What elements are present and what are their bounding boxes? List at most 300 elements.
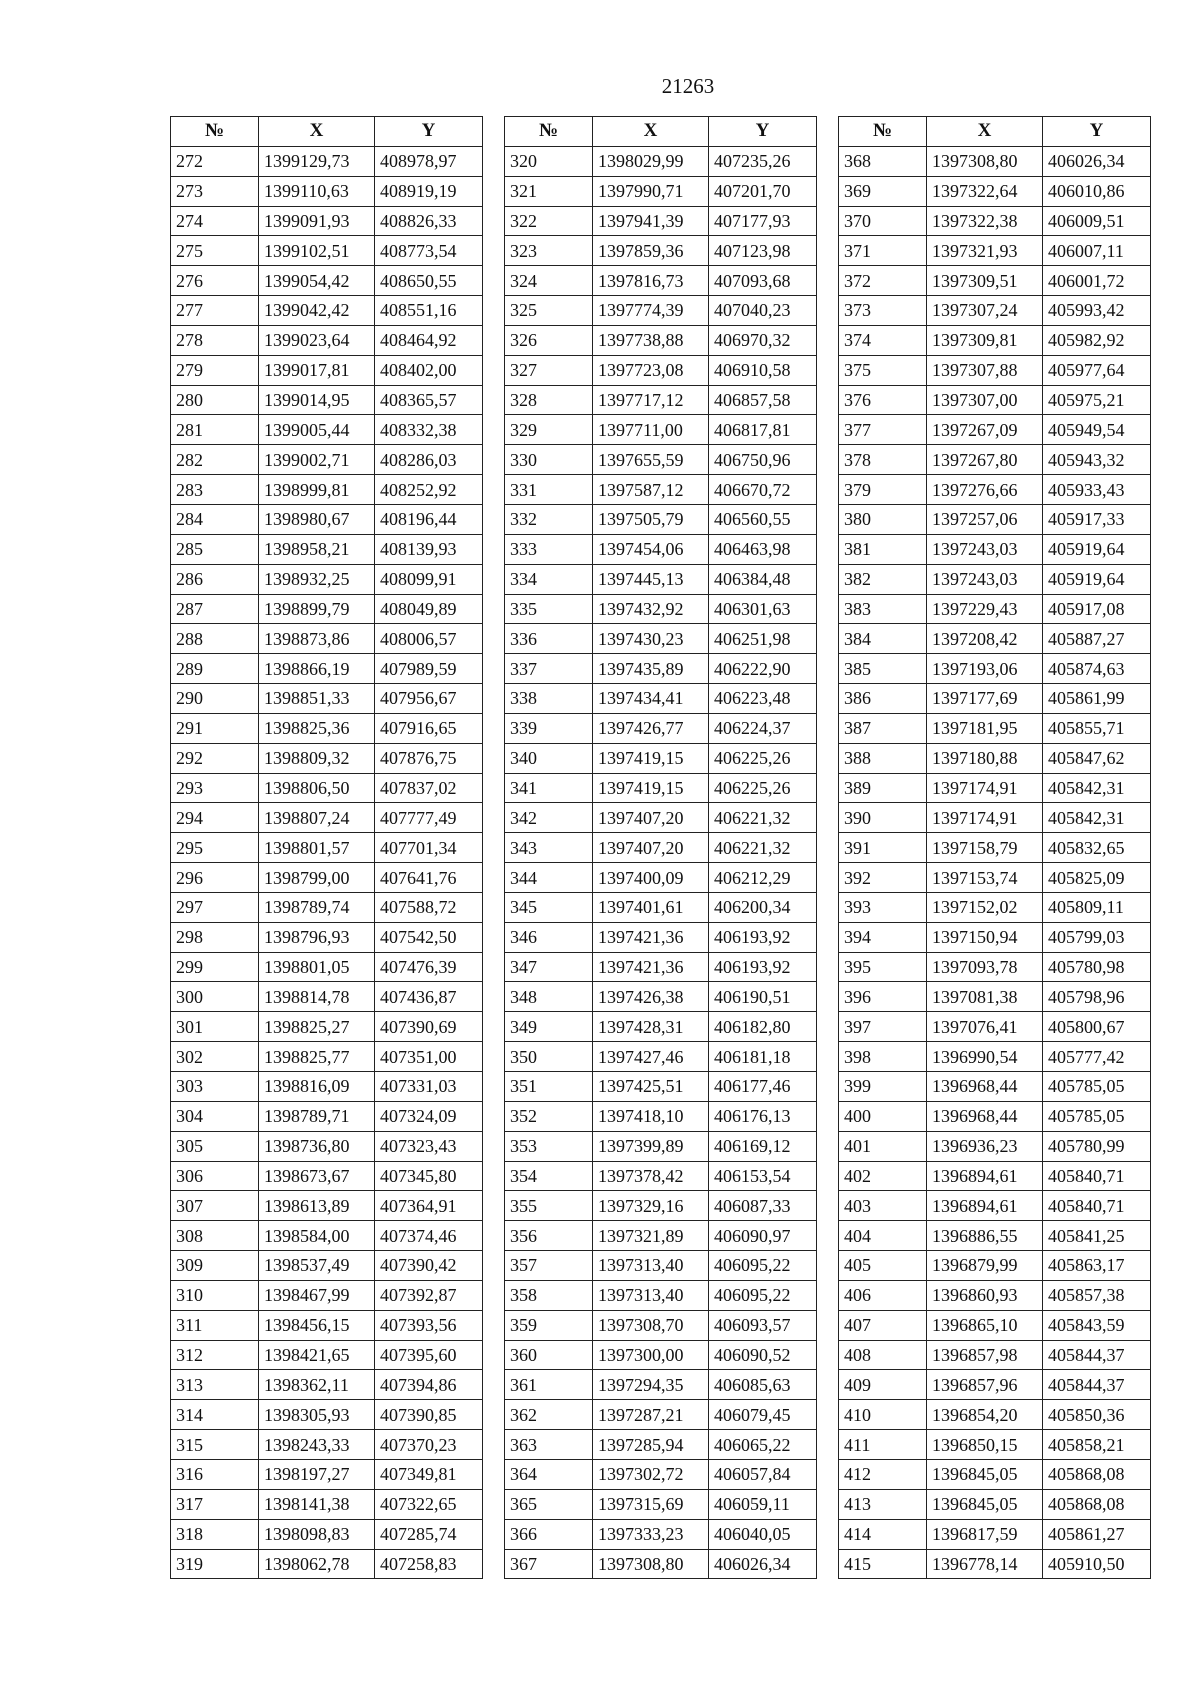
y-coordinate-cell: 405887,27 — [1043, 624, 1151, 654]
y-coordinate-cell: 405844,37 — [1043, 1340, 1151, 1370]
table-row — [839, 176, 1151, 206]
table-row — [839, 1251, 1151, 1281]
y-coordinate-cell: 407916,65 — [375, 713, 483, 743]
y-coordinate-cell: 405777,42 — [1043, 1042, 1151, 1072]
y-coordinate-cell: 406001,72 — [1043, 266, 1151, 296]
point-number-cell: 394 — [839, 922, 927, 952]
point-number-cell: 374 — [839, 325, 927, 355]
table-row — [505, 1251, 817, 1281]
point-number-cell: 319 — [171, 1549, 259, 1579]
x-coordinate-cell: 1399091,93 — [259, 206, 375, 236]
table-row — [839, 1072, 1151, 1102]
table-row — [505, 1072, 817, 1102]
table-row — [839, 1101, 1151, 1131]
x-coordinate-cell: 1397321,93 — [927, 236, 1043, 266]
x-coordinate-cell: 1399042,42 — [259, 296, 375, 326]
y-coordinate-cell: 405933,43 — [1043, 475, 1151, 505]
table-row — [505, 594, 817, 624]
x-coordinate-cell: 1399014,95 — [259, 385, 375, 415]
table-row — [505, 564, 817, 594]
x-coordinate-cell: 1397774,39 — [593, 296, 709, 326]
y-coordinate-cell: 405993,42 — [1043, 296, 1151, 326]
x-coordinate-cell: 1398789,71 — [259, 1101, 375, 1131]
y-coordinate-cell: 407390,69 — [375, 1012, 483, 1042]
x-coordinate-cell: 1397276,66 — [927, 475, 1043, 505]
x-coordinate-cell: 1397717,12 — [593, 385, 709, 415]
x-coordinate-cell: 1397309,51 — [927, 266, 1043, 296]
x-coordinate-cell: 1398098,83 — [259, 1519, 375, 1549]
point-number-cell: 290 — [171, 684, 259, 714]
header-y: Y — [1043, 117, 1151, 147]
point-number-cell: 346 — [505, 922, 593, 952]
table-row — [505, 1161, 817, 1191]
table-row — [839, 445, 1151, 475]
y-coordinate-cell: 406190,51 — [709, 982, 817, 1012]
y-coordinate-cell: 406153,54 — [709, 1161, 817, 1191]
table-row — [505, 296, 817, 326]
point-number-cell: 309 — [171, 1251, 259, 1281]
table-row — [505, 624, 817, 654]
point-number-cell: 402 — [839, 1161, 927, 1191]
point-number-cell: 333 — [505, 534, 593, 564]
point-number-cell: 354 — [505, 1161, 593, 1191]
header-y: Y — [709, 117, 817, 147]
y-coordinate-cell: 407324,09 — [375, 1101, 483, 1131]
y-coordinate-cell: 405840,71 — [1043, 1161, 1151, 1191]
x-coordinate-cell: 1397859,36 — [593, 236, 709, 266]
x-coordinate-cell: 1397435,89 — [593, 654, 709, 684]
table-row — [505, 982, 817, 1012]
table-row — [505, 415, 817, 445]
x-coordinate-cell: 1397081,38 — [927, 982, 1043, 1012]
y-coordinate-cell: 406095,22 — [709, 1251, 817, 1281]
point-number-cell: 406 — [839, 1280, 927, 1310]
table-row — [839, 1340, 1151, 1370]
table-row — [171, 1280, 483, 1310]
table-row — [839, 922, 1151, 952]
table-row — [505, 1400, 817, 1430]
point-number-cell: 298 — [171, 922, 259, 952]
table-row — [505, 146, 817, 176]
y-coordinate-cell: 407837,02 — [375, 773, 483, 803]
x-coordinate-cell: 1399054,42 — [259, 266, 375, 296]
table-row — [839, 1370, 1151, 1400]
table-row — [505, 1549, 817, 1579]
table-row — [171, 534, 483, 564]
y-coordinate-cell: 406059,11 — [709, 1489, 817, 1519]
point-number-cell: 388 — [839, 743, 927, 773]
point-number-cell: 372 — [839, 266, 927, 296]
y-coordinate-cell: 406857,58 — [709, 385, 817, 415]
point-number-cell: 390 — [839, 803, 927, 833]
y-coordinate-cell: 406225,26 — [709, 773, 817, 803]
table-row — [839, 743, 1151, 773]
point-number-cell: 403 — [839, 1191, 927, 1221]
table-row — [505, 892, 817, 922]
table-row — [505, 1459, 817, 1489]
table-row — [171, 1370, 483, 1400]
point-number-cell: 341 — [505, 773, 593, 803]
x-coordinate-cell: 1397454,06 — [593, 534, 709, 564]
table-row — [839, 624, 1151, 654]
x-coordinate-cell: 1397587,12 — [593, 475, 709, 505]
x-coordinate-cell: 1397302,72 — [593, 1459, 709, 1489]
point-number-cell: 323 — [505, 236, 593, 266]
y-coordinate-cell: 405780,98 — [1043, 952, 1151, 982]
y-coordinate-cell: 406384,48 — [709, 564, 817, 594]
point-number-cell: 362 — [505, 1400, 593, 1430]
x-coordinate-cell: 1397421,36 — [593, 952, 709, 982]
table-row — [839, 236, 1151, 266]
y-coordinate-cell: 405842,31 — [1043, 773, 1151, 803]
table-row — [839, 296, 1151, 326]
point-number-cell: 340 — [505, 743, 593, 773]
x-coordinate-cell: 1398866,19 — [259, 654, 375, 684]
y-coordinate-cell: 406026,34 — [709, 1549, 817, 1579]
point-number-cell: 278 — [171, 325, 259, 355]
point-number-cell: 343 — [505, 833, 593, 863]
table-row — [505, 684, 817, 714]
x-coordinate-cell: 1396865,10 — [927, 1310, 1043, 1340]
table-row — [505, 1310, 817, 1340]
table-row — [171, 1101, 483, 1131]
point-number-cell: 292 — [171, 743, 259, 773]
point-number-cell: 332 — [505, 504, 593, 534]
x-coordinate-cell: 1397313,40 — [593, 1280, 709, 1310]
y-coordinate-cell: 407177,93 — [709, 206, 817, 236]
point-number-cell: 279 — [171, 355, 259, 385]
point-number-cell: 284 — [171, 504, 259, 534]
x-coordinate-cell: 1397322,64 — [927, 176, 1043, 206]
table-row — [171, 1191, 483, 1221]
y-coordinate-cell: 406463,98 — [709, 534, 817, 564]
y-coordinate-cell: 406182,80 — [709, 1012, 817, 1042]
table-row — [171, 146, 483, 176]
x-coordinate-cell: 1397174,91 — [927, 773, 1043, 803]
y-coordinate-cell: 405798,96 — [1043, 982, 1151, 1012]
y-coordinate-cell: 407394,86 — [375, 1370, 483, 1400]
point-number-cell: 330 — [505, 445, 593, 475]
x-coordinate-cell: 1398806,50 — [259, 773, 375, 803]
table-row — [505, 1370, 817, 1400]
x-coordinate-cell: 1397941,39 — [593, 206, 709, 236]
point-number-cell: 337 — [505, 654, 593, 684]
y-coordinate-cell: 405868,08 — [1043, 1459, 1151, 1489]
table-row — [171, 1042, 483, 1072]
table-row — [505, 713, 817, 743]
x-coordinate-cell: 1397076,41 — [927, 1012, 1043, 1042]
table-row — [505, 236, 817, 266]
y-coordinate-cell: 407588,72 — [375, 892, 483, 922]
y-coordinate-cell: 408365,57 — [375, 385, 483, 415]
table-row — [505, 475, 817, 505]
x-coordinate-cell: 1397257,06 — [927, 504, 1043, 534]
point-number-cell: 326 — [505, 325, 593, 355]
x-coordinate-cell: 1398029,99 — [593, 146, 709, 176]
point-number-cell: 295 — [171, 833, 259, 863]
y-coordinate-cell: 405943,32 — [1043, 445, 1151, 475]
point-number-cell: 327 — [505, 355, 593, 385]
x-coordinate-cell: 1397308,80 — [927, 146, 1043, 176]
x-coordinate-cell: 1397401,61 — [593, 892, 709, 922]
y-coordinate-cell: 406026,34 — [1043, 146, 1151, 176]
x-coordinate-cell: 1397300,00 — [593, 1340, 709, 1370]
y-coordinate-cell: 406560,55 — [709, 504, 817, 534]
point-number-cell: 360 — [505, 1340, 593, 1370]
x-coordinate-cell: 1397816,73 — [593, 266, 709, 296]
y-coordinate-cell: 407364,91 — [375, 1191, 483, 1221]
x-coordinate-cell: 1398796,93 — [259, 922, 375, 952]
y-coordinate-cell: 405861,27 — [1043, 1519, 1151, 1549]
x-coordinate-cell: 1397321,89 — [593, 1221, 709, 1251]
point-number-cell: 329 — [505, 415, 593, 445]
y-coordinate-cell: 406193,92 — [709, 922, 817, 952]
y-coordinate-cell: 405917,08 — [1043, 594, 1151, 624]
point-number-cell: 410 — [839, 1400, 927, 1430]
point-number-cell: 289 — [171, 654, 259, 684]
point-number-cell: 294 — [171, 803, 259, 833]
y-coordinate-cell: 406040,05 — [709, 1519, 817, 1549]
y-coordinate-cell: 405975,21 — [1043, 385, 1151, 415]
y-coordinate-cell: 406007,11 — [1043, 236, 1151, 266]
y-coordinate-cell: 405844,37 — [1043, 1370, 1151, 1400]
y-coordinate-cell: 405863,17 — [1043, 1251, 1151, 1281]
y-coordinate-cell: 406176,13 — [709, 1101, 817, 1131]
table-row — [839, 385, 1151, 415]
y-coordinate-cell: 407123,98 — [709, 236, 817, 266]
point-number-cell: 387 — [839, 713, 927, 743]
y-coordinate-cell: 406910,58 — [709, 355, 817, 385]
table-row — [171, 1072, 483, 1102]
point-number-cell: 342 — [505, 803, 593, 833]
table-row — [171, 654, 483, 684]
table-row — [505, 654, 817, 684]
point-number-cell: 358 — [505, 1280, 593, 1310]
y-coordinate-cell: 408773,54 — [375, 236, 483, 266]
x-coordinate-cell: 1399023,64 — [259, 325, 375, 355]
x-coordinate-cell: 1398305,93 — [259, 1400, 375, 1430]
point-number-cell: 359 — [505, 1310, 593, 1340]
point-number-cell: 405 — [839, 1251, 927, 1281]
table-row — [171, 385, 483, 415]
y-coordinate-cell: 408551,16 — [375, 296, 483, 326]
x-coordinate-cell: 1397153,74 — [927, 863, 1043, 893]
point-number-cell: 348 — [505, 982, 593, 1012]
point-number-cell: 376 — [839, 385, 927, 415]
coordinates-table-1 — [170, 116, 483, 1579]
y-coordinate-cell: 405868,08 — [1043, 1489, 1151, 1519]
x-coordinate-cell: 1397308,80 — [593, 1549, 709, 1579]
y-coordinate-cell: 405855,71 — [1043, 713, 1151, 743]
table-row — [171, 296, 483, 326]
table-row — [171, 475, 483, 505]
table-row — [505, 504, 817, 534]
point-number-cell: 355 — [505, 1191, 593, 1221]
table-row — [505, 743, 817, 773]
y-coordinate-cell: 405809,11 — [1043, 892, 1151, 922]
y-coordinate-cell: 407374,46 — [375, 1221, 483, 1251]
x-coordinate-cell: 1396936,23 — [927, 1131, 1043, 1161]
table-row — [171, 206, 483, 236]
point-number-cell: 282 — [171, 445, 259, 475]
point-number-cell: 288 — [171, 624, 259, 654]
point-number-cell: 301 — [171, 1012, 259, 1042]
x-coordinate-cell: 1399005,44 — [259, 415, 375, 445]
point-number-cell: 277 — [171, 296, 259, 326]
x-coordinate-cell: 1397093,78 — [927, 952, 1043, 982]
y-coordinate-cell: 407476,39 — [375, 952, 483, 982]
x-coordinate-cell: 1397428,31 — [593, 1012, 709, 1042]
x-coordinate-cell: 1397400,09 — [593, 863, 709, 893]
table-row — [171, 176, 483, 206]
point-number-cell: 338 — [505, 684, 593, 714]
point-number-cell: 347 — [505, 952, 593, 982]
x-coordinate-cell: 1397407,20 — [593, 833, 709, 863]
header-x: X — [593, 117, 709, 147]
point-number-cell: 408 — [839, 1340, 927, 1370]
x-coordinate-cell: 1398999,81 — [259, 475, 375, 505]
point-number-cell: 368 — [839, 146, 927, 176]
point-number-cell: 379 — [839, 475, 927, 505]
x-coordinate-cell: 1398801,05 — [259, 952, 375, 982]
x-coordinate-cell: 1398932,25 — [259, 564, 375, 594]
coordinates-table-3 — [838, 116, 1151, 1579]
table-row — [839, 803, 1151, 833]
table-header-row — [171, 117, 483, 147]
x-coordinate-cell: 1398851,33 — [259, 684, 375, 714]
table-row — [839, 833, 1151, 863]
x-coordinate-cell: 1397711,00 — [593, 415, 709, 445]
y-coordinate-cell: 406079,45 — [709, 1400, 817, 1430]
y-coordinate-cell: 405910,50 — [1043, 1549, 1151, 1579]
point-number-cell: 351 — [505, 1072, 593, 1102]
x-coordinate-cell: 1397426,38 — [593, 982, 709, 1012]
y-coordinate-cell: 406301,63 — [709, 594, 817, 624]
point-number-cell: 381 — [839, 534, 927, 564]
table-row — [171, 1161, 483, 1191]
point-number-cell: 412 — [839, 1459, 927, 1489]
x-coordinate-cell: 1397419,15 — [593, 743, 709, 773]
table-row — [171, 684, 483, 714]
y-coordinate-cell: 406251,98 — [709, 624, 817, 654]
x-coordinate-cell: 1398197,27 — [259, 1459, 375, 1489]
x-coordinate-cell: 1399110,63 — [259, 176, 375, 206]
y-coordinate-cell: 408332,38 — [375, 415, 483, 445]
table-row — [171, 1519, 483, 1549]
x-coordinate-cell: 1397425,51 — [593, 1072, 709, 1102]
point-number-cell: 275 — [171, 236, 259, 266]
point-number-cell: 353 — [505, 1131, 593, 1161]
y-coordinate-cell: 408139,93 — [375, 534, 483, 564]
x-coordinate-cell: 1396845,05 — [927, 1489, 1043, 1519]
x-coordinate-cell: 1397181,95 — [927, 713, 1043, 743]
x-coordinate-cell: 1396886,55 — [927, 1221, 1043, 1251]
y-coordinate-cell: 408006,57 — [375, 624, 483, 654]
y-coordinate-cell: 406221,32 — [709, 833, 817, 863]
x-coordinate-cell: 1398980,67 — [259, 504, 375, 534]
point-number-cell: 316 — [171, 1459, 259, 1489]
x-coordinate-cell: 1397307,00 — [927, 385, 1043, 415]
y-coordinate-cell: 408826,33 — [375, 206, 483, 236]
x-coordinate-cell: 1397421,36 — [593, 922, 709, 952]
point-number-cell: 349 — [505, 1012, 593, 1042]
point-number-cell: 321 — [505, 176, 593, 206]
y-coordinate-cell: 408286,03 — [375, 445, 483, 475]
point-number-cell: 324 — [505, 266, 593, 296]
header-number: № — [171, 117, 259, 147]
x-coordinate-cell: 1398467,99 — [259, 1280, 375, 1310]
x-coordinate-cell: 1397738,88 — [593, 325, 709, 355]
table-row — [171, 445, 483, 475]
point-number-cell: 299 — [171, 952, 259, 982]
x-coordinate-cell: 1397432,92 — [593, 594, 709, 624]
y-coordinate-cell: 407349,81 — [375, 1459, 483, 1489]
table-row — [171, 415, 483, 445]
table-row — [839, 863, 1151, 893]
x-coordinate-cell: 1398825,36 — [259, 713, 375, 743]
table-row — [171, 1340, 483, 1370]
y-coordinate-cell: 406057,84 — [709, 1459, 817, 1489]
table-row — [171, 624, 483, 654]
y-coordinate-cell: 405800,67 — [1043, 1012, 1151, 1042]
table-row — [171, 1549, 483, 1579]
table-row — [505, 922, 817, 952]
table-row — [839, 206, 1151, 236]
x-coordinate-cell: 1398537,49 — [259, 1251, 375, 1281]
point-number-cell: 370 — [839, 206, 927, 236]
table-row — [839, 355, 1151, 385]
x-coordinate-cell: 1398062,78 — [259, 1549, 375, 1579]
y-coordinate-cell: 405841,25 — [1043, 1221, 1151, 1251]
y-coordinate-cell: 406095,22 — [709, 1280, 817, 1310]
y-coordinate-cell: 405832,65 — [1043, 833, 1151, 863]
table-row — [505, 833, 817, 863]
point-number-cell: 313 — [171, 1370, 259, 1400]
point-number-cell: 373 — [839, 296, 927, 326]
point-number-cell: 283 — [171, 475, 259, 505]
x-coordinate-cell: 1398807,24 — [259, 803, 375, 833]
x-coordinate-cell: 1397158,79 — [927, 833, 1043, 863]
x-coordinate-cell: 1397427,46 — [593, 1042, 709, 1072]
point-number-cell: 398 — [839, 1042, 927, 1072]
table-row — [839, 1221, 1151, 1251]
x-coordinate-cell: 1397174,91 — [927, 803, 1043, 833]
table-row — [505, 952, 817, 982]
y-coordinate-cell: 408049,89 — [375, 594, 483, 624]
y-coordinate-cell: 406010,86 — [1043, 176, 1151, 206]
table-row — [839, 1310, 1151, 1340]
point-number-cell: 369 — [839, 176, 927, 206]
x-coordinate-cell: 1397322,38 — [927, 206, 1043, 236]
y-coordinate-cell: 407777,49 — [375, 803, 483, 833]
y-coordinate-cell: 407390,42 — [375, 1251, 483, 1281]
y-coordinate-cell: 406750,96 — [709, 445, 817, 475]
point-number-cell: 400 — [839, 1101, 927, 1131]
y-coordinate-cell: 406970,32 — [709, 325, 817, 355]
point-number-cell: 322 — [505, 206, 593, 236]
point-number-cell: 331 — [505, 475, 593, 505]
table-row — [839, 713, 1151, 743]
y-coordinate-cell: 405785,05 — [1043, 1101, 1151, 1131]
table-row — [839, 1280, 1151, 1310]
point-number-cell: 281 — [171, 415, 259, 445]
point-number-cell: 361 — [505, 1370, 593, 1400]
y-coordinate-cell: 406670,72 — [709, 475, 817, 505]
y-coordinate-cell: 407285,74 — [375, 1519, 483, 1549]
point-number-cell: 401 — [839, 1131, 927, 1161]
table-row — [505, 1042, 817, 1072]
table-row — [171, 1221, 483, 1251]
